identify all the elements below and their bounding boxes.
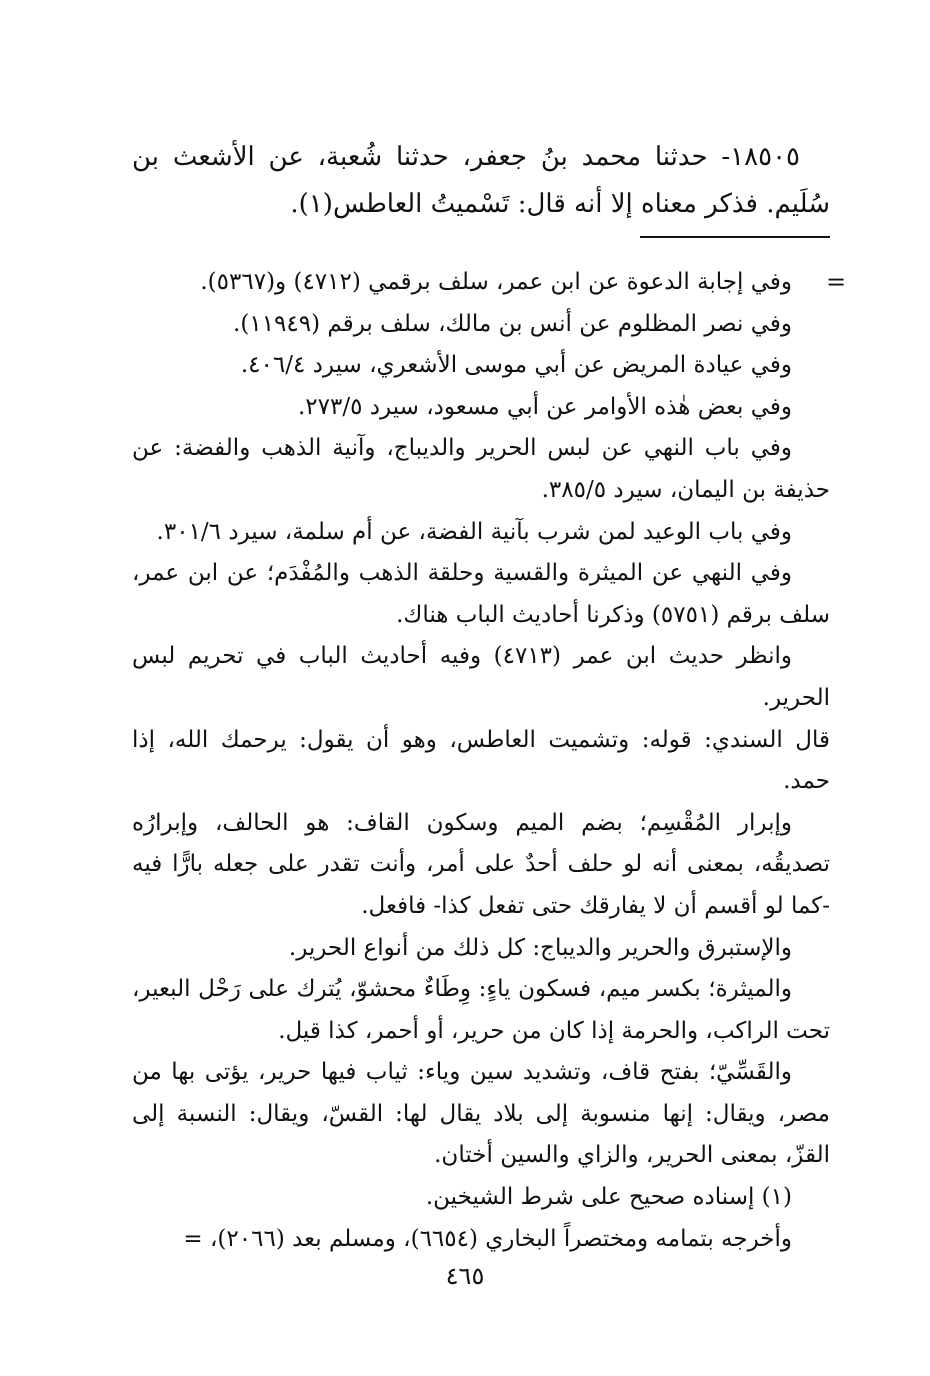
note-paragraph: وفي النهي عن الميثرة والقسية وحلقة الذهب والمُفْدَم؛ عن ابن عمر، سلف برقم (٥٧٥١) وذكرنا أحاديث الباب هناك. [132,560,830,628]
hadith-paragraph: ١٨٥٠٥- حدثنا محمد بنُ جعفر، حدثنا شُعبة، عن الأشعث بن سُلَيم. فذكر معناه إلا أنه قال: تَسْميتُ العاطس(١). [132,142,830,219]
note-paragraph: والقَسِّيّ؛ بفتح قاف، وتشديد سين وياء: ثياب فيها حرير، يؤتى بها من مصر، ويقال: إنها منسوبة إلى بلاد يقال لها: القسّ، ويقال: النسبة إلى القزّ، بمعنى الحرير، والزاي والسين أختان. [132,1059,830,1169]
note-paragraph: وفي باب الوعيد لمن شرب بآنية الفضة، عن أم سلمة، سيرد ٣٠١/٦. [156,518,792,545]
note-paragraph: وإبرار المُقْسِم؛ بضم الميم وسكون القاف: هو الحالف، وإبرارُه تصديقُه، بمعنى أنه لو حلف أحدٌ على أمر، وأنت تقدر على جعله بارًّا فيه -كما لو أقسم أن لا يفارقك حتى تفعل كذا- فافعل. [132,809,830,919]
continuation-mark: = [826,268,847,296]
note-paragraph: قال السندي: قوله: وتشميت العاطس، وهو أن يقول: يرحمك الله، إذا حمد. [132,726,830,795]
footnote-separator [640,236,830,238]
footnote-1: (١) إسناده صحيح على شرط الشيخين. [425,1184,792,1211]
note-paragraph: والإستبرق والحرير والديباج: كل ذلك من أنواع الحرير. [288,934,792,961]
note-paragraph: وفي باب النهي عن لبس الحرير والديباج، وآنية الذهب والفضة: عن حذيفة بن اليمان، سيرد ٣٨٥/٥. [132,435,830,503]
page-number: ٤٦٥ [445,1262,485,1290]
hadith-text-block [132,134,830,228]
note-paragraph: وفي عيادة المريض عن أبي موسى الأشعري، سيرد ٤٠٦/٤. [240,352,792,379]
note-paragraph: والميثرة؛ بكسر ميم، فسكون ياءٍ: وِطَاءٌ محشوّ، يُترك على رَحْل البعير، تحت الراكب، والحرمة إذا كان من حرير، أو أحمر، كذا قيل. [132,976,830,1044]
note-paragraph: وفي إجابة الدعوة عن ابن عمر، سلف برقمي (٤٧١٢) و(٥٣٦٧). [200,269,792,295]
note-paragraph: وانظر حديث ابن عمر (٤٧١٣) وفيه أحاديث الباب في تحريم لبس الحرير. [132,643,830,711]
note-paragraph: وأخرجه بتمامه ومختصراً البخاري (٦٦٥٤)، ومسلم بعد (٢٠٦٦)، = [183,1225,792,1252]
note-paragraph: وفي نصر المظلوم عن أنس بن مالك، سلف برقم (١١٩٤٩). [233,310,792,337]
note-paragraph: وفي بعض هٰذه الأوامر عن أبي مسعود، سيرد ٢٧٣/٥. [297,393,792,420]
footnotes-block [132,262,830,1260]
